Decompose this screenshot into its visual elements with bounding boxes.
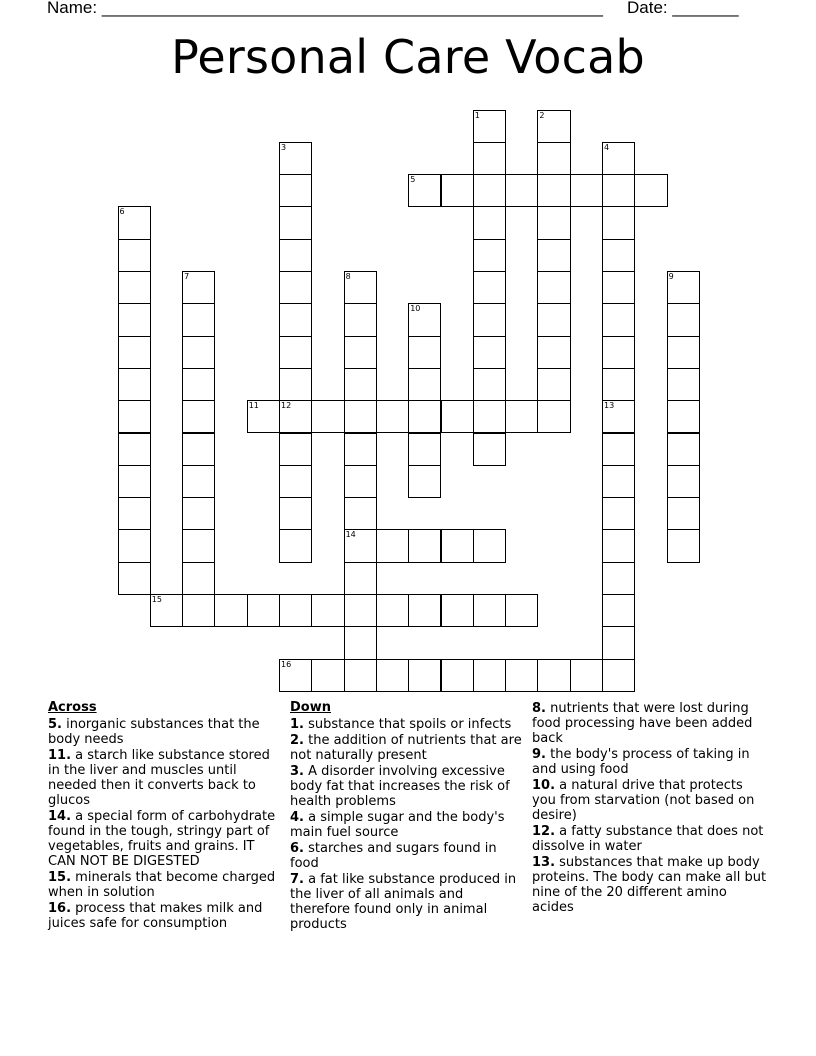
crossword-cell[interactable] [376,594,409,627]
crossword-cell[interactable] [473,142,506,175]
crossword-cell[interactable] [602,529,635,562]
clue-number: 6. [290,841,304,856]
crossword-cell[interactable] [602,562,635,595]
clue-number: 3 [281,142,287,152]
clue-number: 2. [290,733,304,748]
crossword-cell[interactable] [118,400,151,433]
crossword-cell[interactable] [344,465,377,498]
clue-text: substance that spoils or infects [303,717,512,732]
crossword-cell[interactable] [473,206,506,239]
clue-text: A disorder involving excessive body fat that increases the risk of health problems [290,764,510,809]
clue-number: 14 [345,530,356,540]
crossword-cell[interactable] [537,400,570,433]
crossword-cell[interactable] [441,529,474,562]
down-clue-list-continued [532,701,768,915]
crossword-cell[interactable] [279,659,312,692]
crossword-cell[interactable] [473,303,506,336]
crossword-cell[interactable] [537,174,570,207]
name-line[interactable]: _____________________________________________________ [101,0,603,17]
clue [290,872,526,932]
crossword-cell[interactable] [344,368,377,401]
down-clue-list [290,717,526,932]
crossword-cell[interactable] [118,271,151,304]
crossword-cell[interactable] [602,271,635,304]
crossword-cell[interactable] [376,529,409,562]
crossword-cell[interactable] [634,174,667,207]
crossword-cell[interactable] [408,465,441,498]
across-clues [48,700,284,932]
crossword-cell[interactable] [279,206,312,239]
crossword-cell[interactable] [182,465,215,498]
crossword-cell[interactable] [182,529,215,562]
clue [532,824,768,854]
crossword-cell[interactable] [602,594,635,627]
crossword-cell[interactable] [182,303,215,336]
crossword-cell[interactable] [667,336,700,369]
crossword-cell[interactable] [667,271,700,304]
crossword-cell[interactable] [602,142,635,175]
clue-text: a fatty substance that does not dissolve in water [532,824,764,854]
down-heading: Down [290,700,331,715]
crossword-cell[interactable] [408,400,441,433]
crossword-cell[interactable] [667,465,700,498]
crossword-cell[interactable] [473,433,506,466]
crossword-cell[interactable] [279,497,312,530]
crossword-cell[interactable] [473,400,506,433]
crossword-cell[interactable] [408,529,441,562]
date-label: Date: [627,0,668,17]
clue [48,717,284,747]
crossword-cell[interactable] [473,368,506,401]
crossword-cell[interactable] [602,400,635,433]
crossword-cell[interactable] [602,497,635,530]
across-clue-list [48,717,284,931]
crossword-cell[interactable] [667,368,700,401]
clue-number: 1 [474,110,480,120]
clue-number: 8 [345,272,351,281]
crossword-cell[interactable] [602,174,635,207]
crossword-cell[interactable] [602,303,635,336]
crossword-cell[interactable] [118,529,151,562]
crossword-cell[interactable] [279,336,312,369]
crossword-cell[interactable] [247,400,280,433]
clue-text: a starch like substance stored in the liver and muscles until needed then it converts back to glucos [48,748,270,808]
crossword-cell[interactable] [473,336,506,369]
clue-number: 8. [532,701,546,716]
crossword-cell[interactable] [118,562,151,595]
crossword-cell[interactable] [441,400,474,433]
crossword-cell[interactable] [247,594,280,627]
down-clues [290,700,526,933]
clue-text: a simple sugar and the body's main fuel source [290,810,505,840]
crossword-cell[interactable] [441,174,474,207]
crossword-cell[interactable] [344,433,377,466]
crossword-cell[interactable] [570,659,603,692]
date-line[interactable]: _______ [672,0,739,17]
crossword-cell[interactable] [279,529,312,562]
crossword-cell[interactable] [118,433,151,466]
crossword-cell[interactable] [473,174,506,207]
crossword-cell[interactable] [182,433,215,466]
crossword-cell[interactable] [602,336,635,369]
crossword-cell[interactable] [214,594,247,627]
crossword-cell[interactable] [279,465,312,498]
clue [290,733,526,763]
crossword-cell[interactable] [408,433,441,466]
down-clues-continued [532,701,768,916]
clue-number: 11 [248,401,259,411]
clue-number: 2 [539,110,545,120]
crossword-cell[interactable] [344,303,377,336]
crossword-cell[interactable] [182,336,215,369]
clue-text: process that makes milk and juices safe for consumption [48,901,263,931]
clue [532,701,768,746]
crossword-cell[interactable] [505,594,538,627]
crossword-cell[interactable] [118,465,151,498]
crossword-cell[interactable] [279,142,312,175]
clue-number: 9. [532,747,546,762]
crossword-cell[interactable] [344,529,377,562]
crossword-cell[interactable] [182,368,215,401]
crossword-cell[interactable] [344,271,377,304]
crossword-cell[interactable] [408,303,441,336]
clue-text: a fat like substance produced in the liver of all animals and therefore found only in animal products [290,872,517,932]
clue [48,748,284,808]
across-heading: Across [48,700,97,715]
clue-text: a special form of carbohydrate found in the tough, stringy part of vegetables, fruits and grains. IT CAN NOT BE DIGESTED [48,809,276,869]
crossword-cell[interactable] [667,529,700,562]
crossword-cell[interactable] [376,400,409,433]
name-label: Name: [47,0,98,17]
clue-text: inorganic substances that the body needs [48,717,260,747]
crossword-cell[interactable] [602,239,635,272]
crossword-cell[interactable] [344,400,377,433]
clue-number: 4 [604,142,610,152]
clue [532,855,768,915]
crossword-cell[interactable] [473,239,506,272]
crossword-cell[interactable] [408,594,441,627]
crossword-cell[interactable] [118,368,151,401]
crossword-cell[interactable] [602,465,635,498]
clue [48,809,284,869]
crossword-cell[interactable] [344,594,377,627]
crossword-cell[interactable] [344,336,377,369]
clue-number: 13. [532,855,556,870]
clue-number: 12. [532,824,556,839]
crossword-cell[interactable] [408,659,441,692]
crossword-cell[interactable] [279,400,312,433]
crossword-cell[interactable] [537,142,570,175]
clue-number: 14. [48,809,72,824]
crossword-cell[interactable] [182,271,215,304]
clue-number: 12 [281,401,292,411]
clue-number: 6 [119,207,125,217]
crossword-cell[interactable] [279,303,312,336]
crossword-cell[interactable] [473,529,506,562]
crossword-cell[interactable] [602,368,635,401]
crossword-cell[interactable] [182,562,215,595]
crossword-cell[interactable] [667,303,700,336]
clue-number: 10 [410,304,421,314]
crossword-cell[interactable] [667,433,700,466]
clue-number: 16 [281,659,292,669]
crossword-cell[interactable] [344,562,377,595]
crossword-cell[interactable] [279,368,312,401]
crossword-cell[interactable] [570,174,603,207]
clue-text: minerals that become charged when in solution [48,870,276,900]
clue [290,764,526,809]
crossword-cell[interactable] [311,659,344,692]
crossword-cell[interactable] [537,271,570,304]
clue-number: 7 [184,272,190,281]
crossword-cell[interactable] [344,659,377,692]
clue-number: 5. [48,717,62,732]
clue-number: 7. [290,872,304,887]
crossword-cell[interactable] [408,336,441,369]
crossword-cell[interactable] [537,303,570,336]
crossword-cell[interactable] [344,497,377,530]
crossword-cell[interactable] [408,174,441,207]
clue-number: 4. [290,810,304,825]
clue-text: the body's process of taking in and using food [532,747,750,777]
crossword-cell[interactable] [473,271,506,304]
crossword-cell[interactable] [537,368,570,401]
clue-number: 3. [290,764,304,779]
clue-number: 10. [532,778,556,793]
crossword-cell[interactable] [279,271,312,304]
crossword-cell[interactable] [311,400,344,433]
crossword-cell[interactable] [118,239,151,272]
crossword-cell[interactable] [667,400,700,433]
crossword-cell[interactable] [602,626,635,659]
crossword-cell[interactable] [473,659,506,692]
crossword-cell[interactable] [279,239,312,272]
crossword-cell[interactable] [602,433,635,466]
clue [532,778,768,823]
clue-number: 11. [48,748,72,763]
crossword-cell[interactable] [118,497,151,530]
clue-text: the addition of nutrients that are not naturally present [290,733,522,763]
clue [48,901,284,931]
clue-text: starches and sugars found in food [290,841,497,871]
clue-number: 15. [48,870,72,885]
crossword-cell[interactable] [441,659,474,692]
clue [290,810,526,840]
crossword-cell[interactable] [279,174,312,207]
clue-text: substances that make up body proteins. The body can make all but nine of the 20 different amino acides [532,855,767,915]
crossword-cell[interactable] [182,400,215,433]
crossword-cell[interactable] [505,400,538,433]
page-title: Personal Care Vocab [171,30,645,84]
crossword-cell[interactable] [537,659,570,692]
clue-text: nutrients that were lost during food processing have been added back [532,701,753,746]
date-field[interactable] [627,0,739,18]
clue-number: 1. [290,717,304,732]
crossword-cell[interactable] [505,659,538,692]
crossword-cell[interactable] [182,497,215,530]
crossword-cell[interactable] [118,336,151,369]
clue-number: 16. [48,901,72,916]
crossword-cell[interactable] [118,303,151,336]
crossword-cell[interactable] [473,594,506,627]
crossword-cell[interactable] [279,433,312,466]
clue-number: 9 [668,272,674,281]
clue-text: a natural drive that protects you from starvation (not based on desire) [532,778,755,823]
crossword-cell[interactable] [279,594,312,627]
clue [48,870,284,900]
crossword-cell[interactable] [473,110,506,143]
crossword-cell[interactable] [537,110,570,143]
crossword-cell[interactable] [602,659,635,692]
crossword-cell[interactable] [602,206,635,239]
clue-number: 5 [410,175,416,185]
clue [532,747,768,777]
crossword-cell[interactable] [537,336,570,369]
clue-number: 13 [604,401,615,411]
crossword-cell[interactable] [311,594,344,627]
clue [290,717,526,732]
crossword-cell[interactable] [376,659,409,692]
crossword-cell[interactable] [505,174,538,207]
crossword-cell[interactable] [344,626,377,659]
crossword-cell[interactable] [408,368,441,401]
crossword-cell[interactable] [441,594,474,627]
crossword-cell[interactable] [182,594,215,627]
crossword-cell[interactable] [537,239,570,272]
crossword-cell[interactable] [667,497,700,530]
crossword-cell[interactable] [150,594,183,627]
clue [290,841,526,871]
clue-number: 15 [151,595,162,604]
crossword-cell[interactable] [537,206,570,239]
name-field[interactable] [47,0,603,18]
crossword-cell[interactable] [118,206,151,239]
